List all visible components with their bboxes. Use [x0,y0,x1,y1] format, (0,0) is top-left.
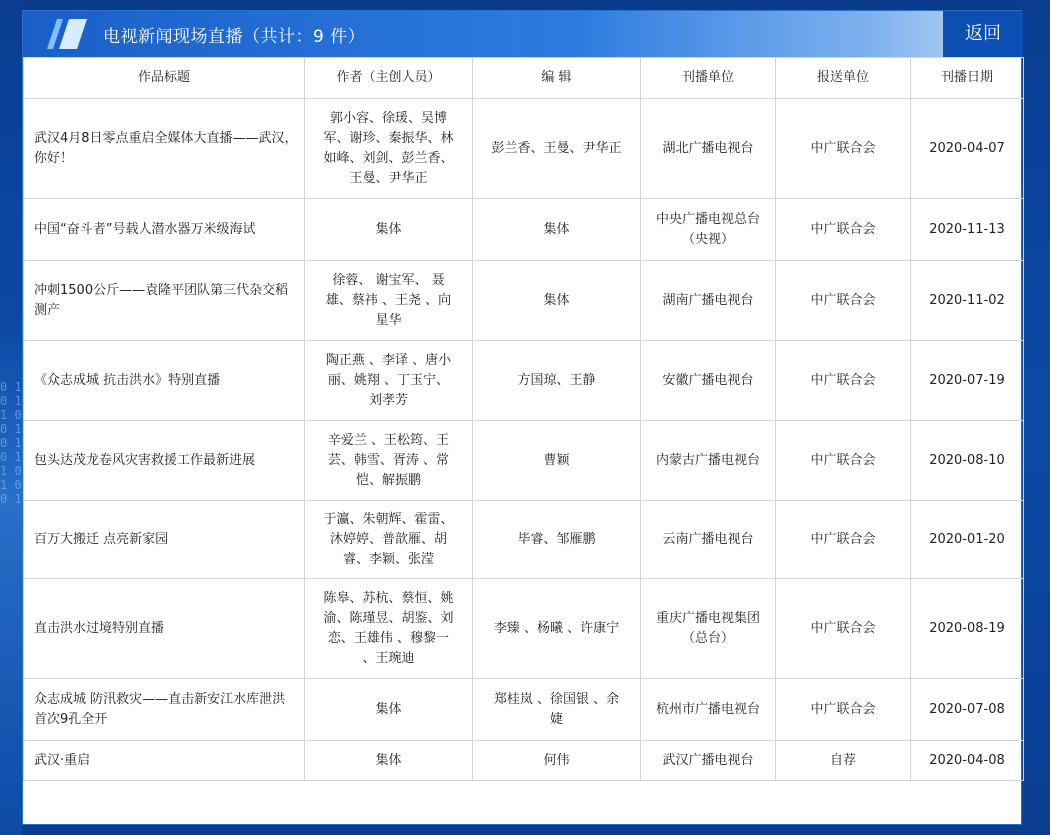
column-header-editors: 编 辑 [473,58,641,99]
table-row [24,421,1024,501]
slanted-bars-logo-icon [47,19,87,49]
cell-outlet: 安徽广播电视台 [641,341,776,421]
table-row [24,741,1024,781]
table-row [24,199,1024,261]
cell-date: 2020-04-07 [911,99,1024,199]
cell-title: 《众志成城 抗击洪水》特别直播 [24,341,305,421]
binary-decoration: 0 1 0 1 1 0 0 1 0 1 0 1 1 0 1 0 0 1 [0,380,22,506]
cell-authors: 陶正燕 、李译 、唐小 丽、姚翔 、丁玉宁、 刘孝芳 [305,341,473,421]
cell-submitter: 中广联合会 [776,501,911,579]
cell-date: 2020-07-19 [911,341,1024,421]
cell-title: 中国“奋斗者”号载人潜水器万米级海试 [24,199,305,261]
column-header-authors: 作者（主创人员） [305,58,473,99]
cell-title: 百万大搬迁 点亮新家园 [24,501,305,579]
page-title: 电视新闻现场直播（共计：9 件） [103,27,366,47]
cell-editors: 郑桂岚 、徐国银 、余 婕 [473,679,641,741]
cell-authors: 徐蓉、 谢宝军、 聂 雄、蔡祎 、王尧 、向 星华 [305,261,473,341]
cell-authors: 郭小容、徐瑗、吴博 军、谢珍、秦振华、林 如峰、刘剑、彭兰香、 王曼、尹华正 [305,99,473,199]
cell-authors: 辛爱兰 、王松筠、王 芸、韩雪、胥涛 、常 恺、解振鹏 [305,421,473,501]
column-header-date: 刊播日期 [911,58,1024,99]
cell-outlet: 内蒙古广播电视台 [641,421,776,501]
table-row [24,501,1024,579]
results-panel [22,10,1022,825]
cell-outlet: 湖南广播电视台 [641,261,776,341]
column-header-outlet: 刊播单位 [641,58,776,99]
cell-submitter: 自荐 [776,741,911,781]
cell-editors: 何伟 [473,741,641,781]
cell-date: 2020-07-08 [911,679,1024,741]
cell-submitter: 中广联合会 [776,261,911,341]
cell-editors: 集体 [473,261,641,341]
cell-outlet: 云南广播电视台 [641,501,776,579]
table-row [24,261,1024,341]
right-background [1022,0,1050,835]
cell-date: 2020-04-08 [911,741,1024,781]
cell-submitter: 中广联合会 [776,99,911,199]
table-row [24,679,1024,741]
table-row [24,341,1024,421]
cell-submitter: 中广联合会 [776,421,911,501]
cell-title: 武汉4月8日零点重启全媒体大直播——武汉，你好！ [24,99,305,199]
cell-submitter: 中广联合会 [776,199,911,261]
cell-outlet: 重庆广播电视集团 （总台） [641,579,776,679]
cell-outlet: 杭州市广播电视台 [641,679,776,741]
column-header-title: 作品标题 [24,58,305,99]
cell-date: 2020-11-02 [911,261,1024,341]
cell-title: 包头达茂龙卷风灾害救援工作最新进展 [24,421,305,501]
cell-editors: 集体 [473,199,641,261]
works-table [23,57,1024,781]
cell-outlet: 中央广播电视总台 （央视） [641,199,776,261]
panel-header [23,11,1023,57]
cell-outlet: 湖北广播电视台 [641,99,776,199]
cell-submitter: 中广联合会 [776,679,911,741]
table-row [24,579,1024,679]
table-body [24,99,1024,781]
cell-editors: 方国琼、王静 [473,341,641,421]
cell-date: 2020-01-20 [911,501,1024,579]
table-header-row [24,58,1024,99]
cell-authors: 集体 [305,679,473,741]
cell-outlet: 武汉广播电视台 [641,741,776,781]
cell-editors: 彭兰香、王曼、尹华正 [473,99,641,199]
cell-date: 2020-08-19 [911,579,1024,679]
table-row [24,99,1024,199]
cell-submitter: 中广联合会 [776,579,911,679]
column-header-submitter: 报送单位 [776,58,911,99]
cell-title: 冲刺1500公斤——袁隆平团队第三代杂交稻测产 [24,261,305,341]
cell-date: 2020-08-10 [911,421,1024,501]
cell-title: 众志成城 防汛救灾——直击新安江水库泄洪首次9孔全开 [24,679,305,741]
cell-title: 武汉·重启 [24,741,305,781]
cell-title: 直击洪水过境特别直播 [24,579,305,679]
back-button[interactable]: 返回 [943,11,1023,57]
cell-authors: 集体 [305,199,473,261]
cell-authors: 于瀛、朱朝辉、霍雷、 沐婷婷、普歆雁、胡 睿、李颖、张滢 [305,501,473,579]
cell-submitter: 中广联合会 [776,341,911,421]
cell-editors: 李臻 、杨曦 、许康宁 [473,579,641,679]
cell-authors: 陈皋、苏杭、蔡恒、姚 渝、陈瑾昱、胡鉴、刘 恋、王雄伟 、穆黎一 、王琬迪 [305,579,473,679]
cell-editors: 曹颖 [473,421,641,501]
cell-date: 2020-11-13 [911,199,1024,261]
cell-authors: 集体 [305,741,473,781]
cell-editors: 毕睿、邹雁鹏 [473,501,641,579]
